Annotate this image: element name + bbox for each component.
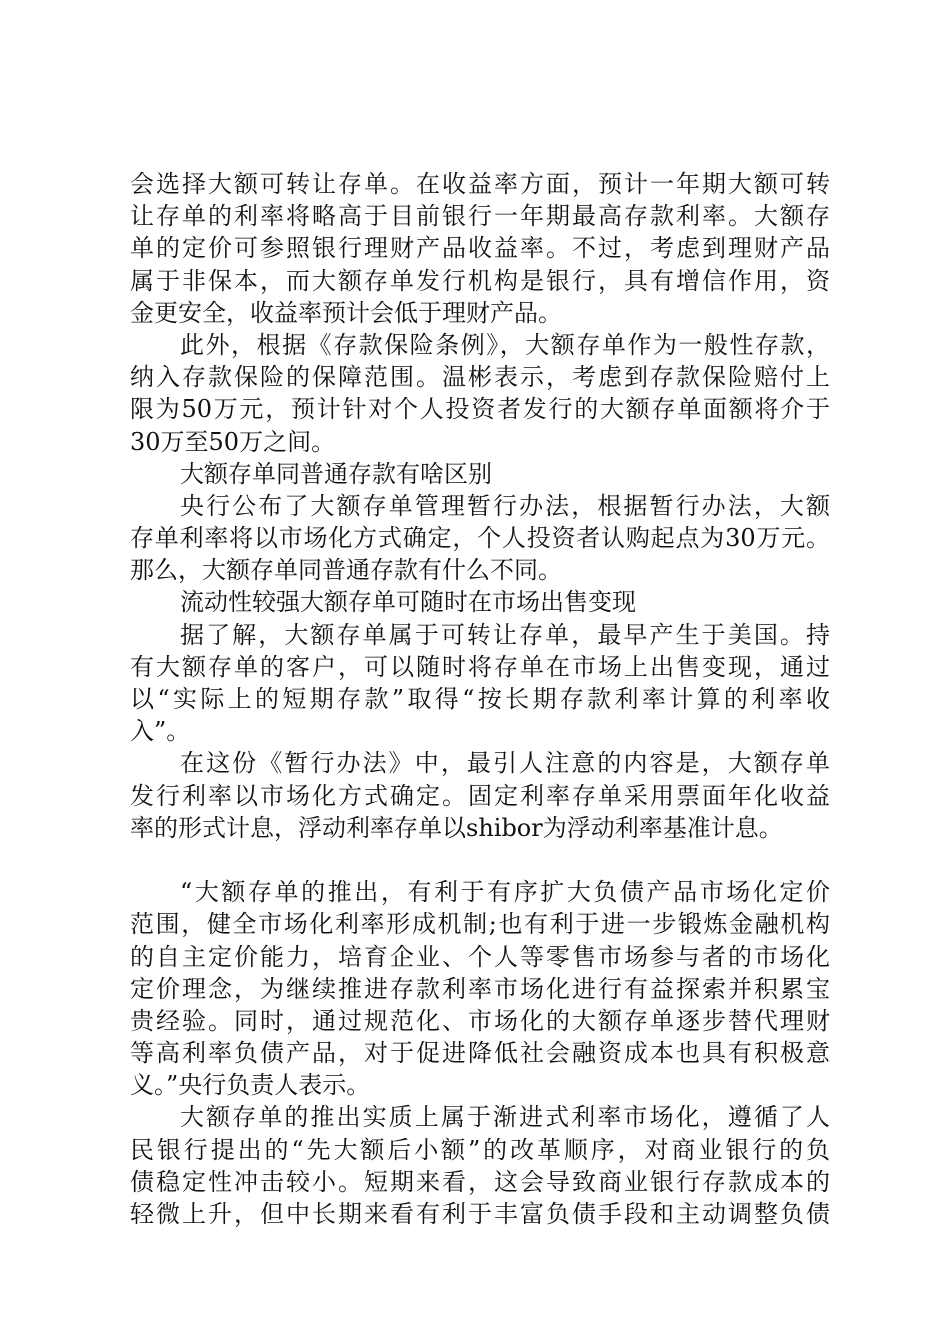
text-line: 债稳定性冲击较小。短期来看，这会导致商业银行存款成本的	[130, 1167, 830, 1196]
text-line: 存单利率将以市场化方式确定，个人投资者认购起点为30万元。	[130, 524, 830, 553]
text-line: 会选择大额可转让存单。在收益率方面，预计一年期大额可转	[130, 170, 830, 198]
section-heading: 大额存单同普通存款有啥区别	[180, 459, 492, 488]
text-line: 那么，大额存单同普通存款有什么不同。	[130, 556, 562, 585]
paragraph-start: 此外，根据《存款保险条例》，大额存单作为一般性存款，	[180, 330, 830, 359]
text-line: 单的定价可参照银行理财产品收益率。不过，考虑到理财产品	[130, 234, 830, 263]
paragraph-start: 在这份《暂行办法》中，最引人注意的内容是，大额存单	[180, 749, 830, 778]
text-line: 民银行提出的“先大额后小额”的改革顺序，对商业银行的负	[130, 1135, 830, 1164]
text-line: 义。”央行负责人表示。	[130, 1071, 371, 1100]
text-line: 有大额存单的客户，可以随时将存单在市场上出售变现，通过	[130, 652, 830, 681]
text-line: 等高利率负债产品，对于促进降低社会融资成本也具有积极意	[130, 1039, 830, 1068]
text-line: 的自主定价能力，培育企业、个人等零售市场参与者的市场化	[130, 942, 830, 971]
text-line: 范围，健全市场化利率形成机制;也有利于进一步锻炼金融机构	[130, 910, 830, 939]
text-line: 发行利率以市场化方式确定。固定利率存单采用票面年化收益	[130, 781, 830, 810]
paragraph-start: 央行公布了大额存单管理暂行办法，根据暂行办法，大额	[180, 491, 830, 520]
text-line: 贵经验。同时，通过规范化、市场化的大额存单逐步替代理财	[130, 1006, 830, 1035]
text-line: 定价理念，为继续推进存款利率市场化进行有益探索并积累宝	[130, 974, 830, 1003]
text-line: 金更安全，收益率预计会低于理财产品。	[130, 298, 562, 327]
text-line: 让存单的利率将略高于目前银行一年期最高存款利率。大额存	[130, 202, 830, 231]
text-line: 以“实际上的短期存款”取得“按长期存款利率计算的利率收	[130, 685, 830, 713]
paragraph-start: 大额存单的推出实质上属于渐进式利率市场化，遵循了人	[180, 1103, 830, 1132]
text-line: 30万至50万之间。	[130, 427, 336, 456]
text-line: 属于非保本，而大额存单发行机构是银行，具有增信作用，资	[130, 266, 830, 295]
text-line: 轻微上升，但中长期来看有利于丰富负债手段和主动调整负债	[130, 1200, 830, 1228]
section-heading: 流动性较强大额存单可随时在市场出售变现	[180, 588, 636, 617]
text-line: 率的形式计息，浮动利率存单以shibor为浮动利率基准计息。	[130, 813, 783, 842]
document-body	[130, 168, 830, 1230]
text-line: 入”。	[130, 717, 191, 746]
text-line: 纳入存款保险的保障范围。温彬表示，考虑到存款保险赔付上	[130, 363, 830, 392]
paragraph-start: “大额存单的推出，有利于有序扩大负债产品市场化定价	[180, 878, 830, 907]
paragraph-start: 据了解，大额存单属于可转让存单，最早产生于美国。持	[180, 620, 830, 649]
blank-line	[130, 844, 830, 876]
text-line: 限为50万元，预计针对个人投资者发行的大额存单面额将介于	[130, 395, 830, 424]
